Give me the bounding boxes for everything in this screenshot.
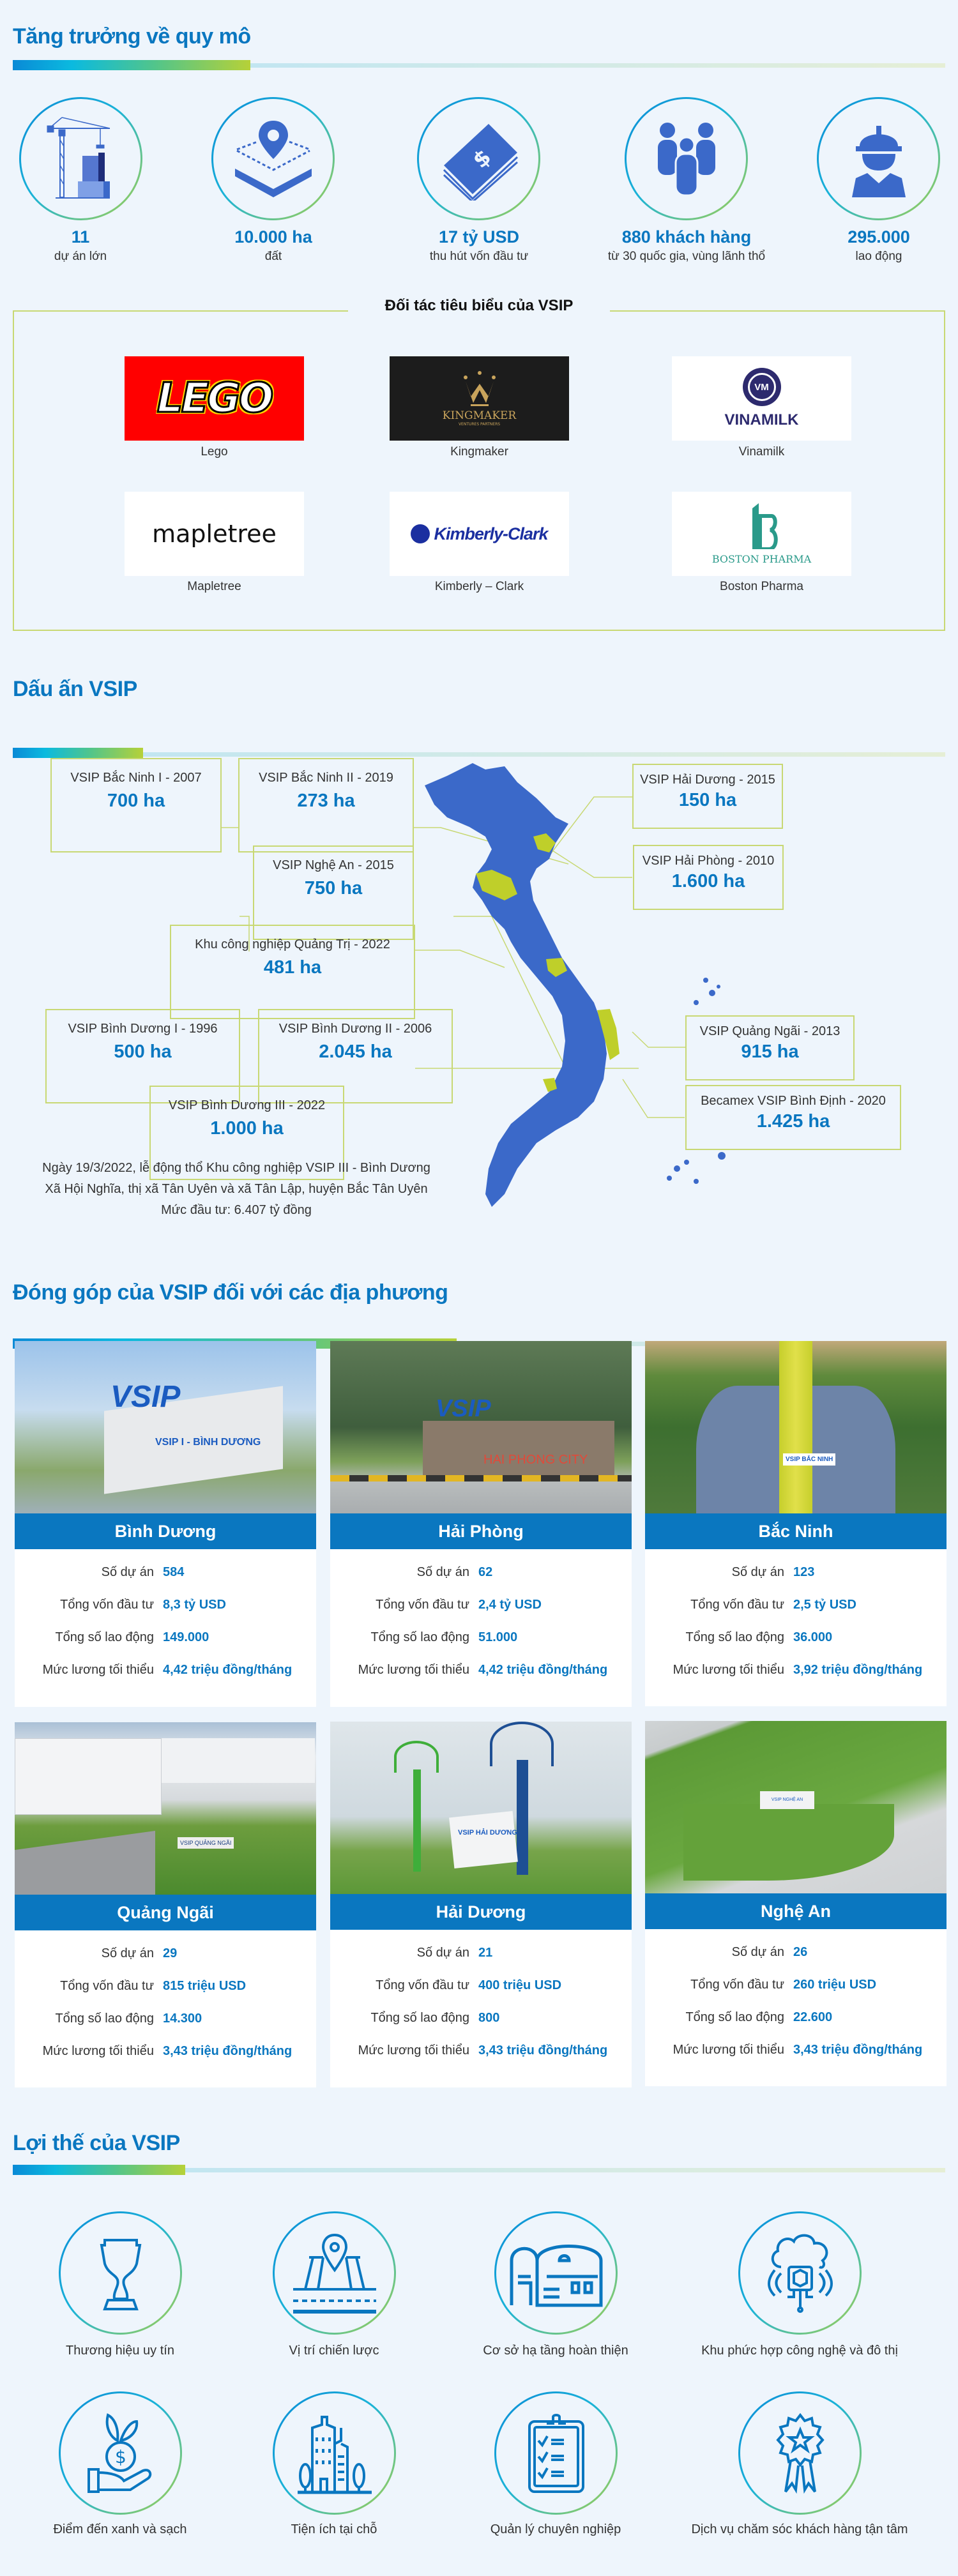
region-photo: VSIP HAI PHONG CITY <box>330 1341 632 1513</box>
advantage-ring <box>738 2211 862 2335</box>
site-box: VSIP Bình Dương I - 1996 500 ha <box>45 1009 240 1103</box>
svg-text:$: $ <box>114 2446 126 2467</box>
stat-value: 10.000 ha <box>234 227 312 246</box>
stat-ring <box>625 97 748 220</box>
groundbreaking-note-location: Xã Hội Nghĩa, thị xã Tân Uyên và xã Tân Lập, huyện Bắc Tân Uyên <box>45 1182 428 1196</box>
section-title-contribution: Đóng góp của VSIP đối với các địa phương <box>13 1280 448 1305</box>
stat-label: dự án lớn <box>54 250 107 263</box>
site-box: Becamex VSIP Bình Định - 2020 1.425 ha <box>685 1085 901 1150</box>
worker-helmet-icon <box>847 121 911 197</box>
stat-label: đất <box>264 250 282 263</box>
advantage-label: Thương hiệu uy tín <box>66 2344 174 2358</box>
section-title-footprint: Dấu ấn VSIP <box>13 677 137 701</box>
city-buildings-icon <box>296 2412 373 2495</box>
trophy-icon <box>89 2235 153 2312</box>
region-photo: VSIP HẢI DƯƠNG <box>330 1722 632 1894</box>
region-name: Quảng Ngãi <box>15 1895 316 1930</box>
region-name: Hải Dương <box>330 1894 632 1930</box>
section-bar <box>13 2165 185 2175</box>
advantage-ring <box>494 2211 618 2335</box>
partner-logo-lego: LEGO <box>125 356 304 441</box>
advantage-ring <box>273 2211 396 2335</box>
partner-name: Kingmaker <box>450 445 508 458</box>
advantage-ring <box>273 2391 396 2515</box>
advantage-ring <box>59 2211 182 2335</box>
cloud-chip-icon <box>762 2232 839 2315</box>
region-card <box>15 1722 316 2087</box>
stat-label: thu hút vốn đầu tư <box>429 250 529 263</box>
site-box: VSIP Quảng Ngãi - 2013 915 ha <box>685 1015 855 1080</box>
region-card <box>645 1341 947 1706</box>
region-stats: Số dự án 29 Tổng vốn đầu tư 815 triệu USD Tổng số lao động 14.300 Mức lương tối thiểu 3,43 triệu đồng/tháng <box>42 1946 293 2058</box>
stat-ring <box>817 97 940 220</box>
building-b-icon <box>746 503 778 549</box>
money-plant-hand-icon <box>86 2412 156 2495</box>
partners-title: Đối tác tiêu biểu của VSIP <box>348 297 610 315</box>
section-line <box>250 63 945 68</box>
advantage-label: Tiện ích tại chỗ <box>291 2522 377 2536</box>
money-stack-icon <box>437 117 521 201</box>
region-photo: VSIP NGHỆ AN <box>645 1721 947 1893</box>
people-group-icon <box>651 121 722 197</box>
region-card <box>330 1341 632 1707</box>
advantage-label: Cơ sở hạ tầng hoàn thiện <box>483 2344 628 2358</box>
region-photo: VSIP VSIP I - BÌNH DƯƠNG <box>15 1341 316 1513</box>
stat-label: từ 30 quốc gia, vùng lãnh thổ <box>607 250 766 263</box>
region-name: Nghệ An <box>645 1893 947 1929</box>
region-stats: Số dự án 62 Tổng vốn đầu tư 2,4 tỷ USD Tổng số lao động 51.000 Mức lương tối thiểu 4,42 triệu đồng/tháng <box>358 1565 608 1677</box>
site-box: VSIP Bắc Ninh I - 2007 700 ha <box>50 758 222 852</box>
advantage-label: Khu phức hợp công nghệ và đô thị <box>701 2344 898 2358</box>
advantage-label: Điểm đến xanh và sạch <box>53 2522 187 2536</box>
partner-logo-mapletree: mapletree <box>125 492 304 576</box>
site-box: VSIP Bình Dương II - 2006 2.045 ha <box>258 1009 453 1103</box>
clipboard-checklist-icon <box>524 2412 588 2495</box>
vinamilk-emblem-icon: VM <box>743 368 781 406</box>
stat-ring <box>211 97 335 220</box>
region-card <box>330 1722 632 2087</box>
advantage-label: Quản lý chuyên nghiệp <box>490 2522 621 2536</box>
advantage-label: Vị trí chiến lược <box>289 2344 379 2358</box>
region-name: Bình Dương <box>15 1513 316 1549</box>
stat-value: 17 tỷ USD <box>438 227 520 246</box>
location-road-icon <box>290 2232 379 2315</box>
warehouse-icon <box>508 2238 604 2308</box>
section-title-growth: Tăng trưởng về quy mô <box>13 24 251 49</box>
section-bar <box>13 60 250 70</box>
region-photo: VSIP BẮC NINH <box>645 1341 947 1513</box>
site-box: VSIP Nghệ An - 2015 750 ha <box>253 845 414 940</box>
section-title-advantages: Lợi thế của VSIP <box>13 2131 180 2155</box>
region-card <box>645 1721 947 2086</box>
site-box: VSIP Bình Dương III - 2022 1.000 ha <box>149 1086 344 1180</box>
partner-name: Boston Pharma <box>720 580 803 593</box>
partner-name: Vinamilk <box>738 445 785 458</box>
region-photo: VSIP QUẢNG NGÃI <box>15 1722 316 1895</box>
partner-logo-boston-pharma: BOSTON PHARMA <box>672 492 851 576</box>
construction-crane-icon <box>46 114 116 204</box>
stat-value: 295.000 <box>848 227 910 246</box>
advantage-ring <box>59 2391 182 2515</box>
partner-name: Mapletree <box>187 580 241 593</box>
advantage-ring <box>738 2391 862 2515</box>
partner-logo-kimberly-clark: Kimberly-Clark <box>390 492 569 576</box>
crown-icon <box>460 371 499 409</box>
region-name: Bắc Ninh <box>645 1513 947 1549</box>
land-location-icon <box>232 117 315 201</box>
kimberly-emblem-icon <box>411 524 430 543</box>
partner-name: Lego <box>201 445 228 458</box>
site-box: VSIP Hải Dương - 2015 150 ha <box>632 764 783 829</box>
region-card <box>15 1341 316 1707</box>
stat-value: 880 khách hàng <box>621 227 752 246</box>
stat-value: 11 <box>71 227 90 246</box>
award-ribbon-icon <box>772 2412 829 2495</box>
partner-logo-vinamilk: VM VINAMILK <box>672 356 851 441</box>
site-box: VSIP Hải Phòng - 2010 1.600 ha <box>633 845 784 910</box>
site-box: VSIP Bắc Ninh II - 2019 273 ha <box>238 758 414 852</box>
region-stats: Số dự án 584 Tổng vốn đầu tư 8,3 tỷ USD Tổng số lao động 149.000 Mức lương tối thiểu 4,42 triệu đồng/tháng <box>42 1565 293 1677</box>
partner-logo-kingmaker: KINGMAKER VENTURES PARTNERS <box>390 356 569 441</box>
region-stats: Số dự án 26 Tổng vốn đầu tư 260 triệu USD Tổng số lao động 22.600 Mức lương tối thiểu 3,43 triệu đồng/tháng <box>673 1945 923 2057</box>
stat-label: lao động <box>855 250 902 263</box>
section-line <box>185 2168 945 2172</box>
site-box: Khu công nghiệp Quảng Trị - 2022 481 ha <box>170 925 415 1019</box>
advantage-ring <box>494 2391 618 2515</box>
groundbreaking-note: Ngày 19/3/2022, lễ động thổ Khu công nghiệp VSIP III - Bình Dương <box>42 1161 430 1175</box>
stat-ring <box>417 97 540 220</box>
groundbreaking-note-investment: Mức đầu tư: 6.407 tỷ đồng <box>161 1203 312 1217</box>
region-name: Hải Phòng <box>330 1513 632 1549</box>
partner-name: Kimberly – Clark <box>434 580 524 593</box>
region-stats: Số dự án 21 Tổng vốn đầu tư 400 triệu USD Tổng số lao động 800 Mức lương tối thiểu 3,43 triệu đồng/tháng <box>358 1946 608 2057</box>
region-stats: Số dự án 123 Tổng vốn đầu tư 2,5 tỷ USD Tổng số lao động 36.000 Mức lương tối thiểu 3,92 triệu đồng/tháng <box>673 1565 923 1677</box>
stat-ring <box>19 97 142 220</box>
advantage-label: Dịch vụ chăm sóc khách hàng tận tâm <box>691 2522 908 2536</box>
svg-text:$: $ <box>468 144 496 174</box>
